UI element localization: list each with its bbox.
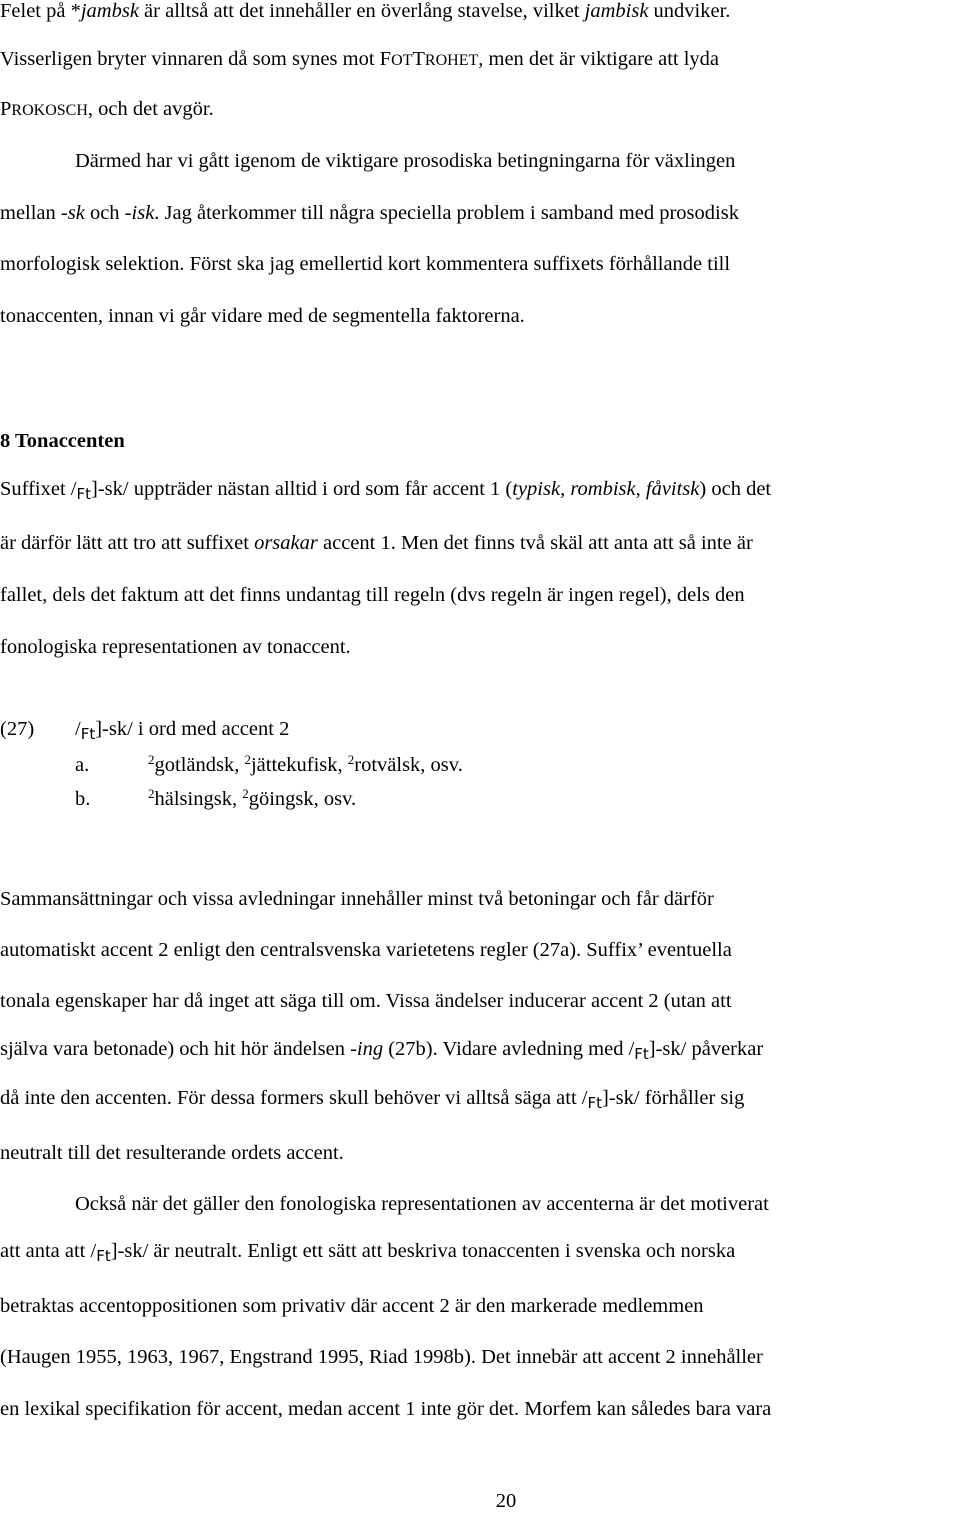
example-item: $^2$gotländsk, $^2$jättekufisk, $^2$rotvälsk, osv.: [148, 752, 463, 776]
example-label: a.: [75, 754, 90, 776]
text-line: mellan -sk och -isk. Jag återkommer till några speciella problem i samband med prosodisk: [0, 202, 739, 224]
text-line: Suffixet /Ft]-sk/ uppträder nästan alltid i ord som får accent 1 (typisk, rombisk, fåvitsk) och det: [0, 478, 772, 503]
text-line: tonaccenten, innan vi går vidare med de segmentella faktorerna.: [0, 305, 525, 327]
text-line: Sammansättningar och vissa avledningar innehåller minst två betoningar och får därför: [0, 888, 714, 910]
example-label: b.: [75, 788, 91, 810]
example-item: $^2$hälsingsk, $^2$göingsk, osv.: [148, 786, 357, 810]
section-heading: 8 Tonaccenten: [0, 430, 125, 452]
text-line: fonologiska representationen av tonaccent.: [0, 636, 351, 658]
text-line: att anta att /Ft]-sk/ är neutralt. Enligt ett sätt att beskriva tonaccenten i svenska och norska: [0, 1240, 736, 1265]
text-line: Visserligen bryter vinnaren då som synes mot FOTTROHET, men det är viktigare att lyda: [0, 48, 720, 70]
text-line: en lexikal specifikation för accent, medan accent 1 inte gör det. Morfem kan således bara vara: [0, 1398, 772, 1420]
text-line: neutralt till det resulterande ordets accent.: [0, 1142, 344, 1164]
page-number: 20: [495, 1490, 517, 1512]
text-line: är därför lätt att tro att suffixet orsakar accent 1. Men det finns två skäl att anta att så inte är: [0, 532, 753, 554]
text-line: Också när det gäller den fonologiska representationen av accenterna är det motiverat: [75, 1193, 769, 1215]
example-heading: /Ft]-sk/ i ord med accent 2: [75, 718, 290, 743]
text-line: Därmed har vi gått igenom de viktigare prosodiska betingningarna för växlingen: [75, 150, 736, 172]
text-line: Felet på *jambsk är alltså att det innehåller en överlång stavelse, vilket jambisk undviker.: [0, 0, 731, 22]
text-line: själva vara betonade) och hit hör ändelsen -ing (27b). Vidare avledning med /Ft]-sk/ påverkar: [0, 1038, 764, 1063]
example-number: (27): [0, 718, 35, 740]
text-line: tonala egenskaper har då inget att säga till om. Vissa ändelser inducerar accent 2 (utan att: [0, 990, 732, 1012]
text-line: då inte den accenten. För dessa formers skull behöver vi alltså säga att /Ft]-sk/ förhåller sig: [0, 1087, 745, 1112]
text-line: PROKOSCH, och det avgör.: [0, 98, 214, 120]
text-line: betraktas accentoppositionen som privativ där accent 2 är den markerade medlemmen: [0, 1295, 704, 1317]
text-line: automatiskt accent 2 enligt den centralsvenska varietetens regler (27a). Suffix’ eventuella: [0, 939, 732, 961]
text-line: (Haugen 1955, 1963, 1967, Engstrand 1995, Riad 1998b). Det innebär att accent 2 innehåller: [0, 1346, 763, 1368]
text-line: fallet, dels det faktum att det finns undantag till regeln (dvs regeln är ingen regel), dels den: [0, 584, 745, 606]
text-line: morfologisk selektion. Först ska jag emellertid kort kommentera suffixets förhållande till: [0, 253, 731, 275]
